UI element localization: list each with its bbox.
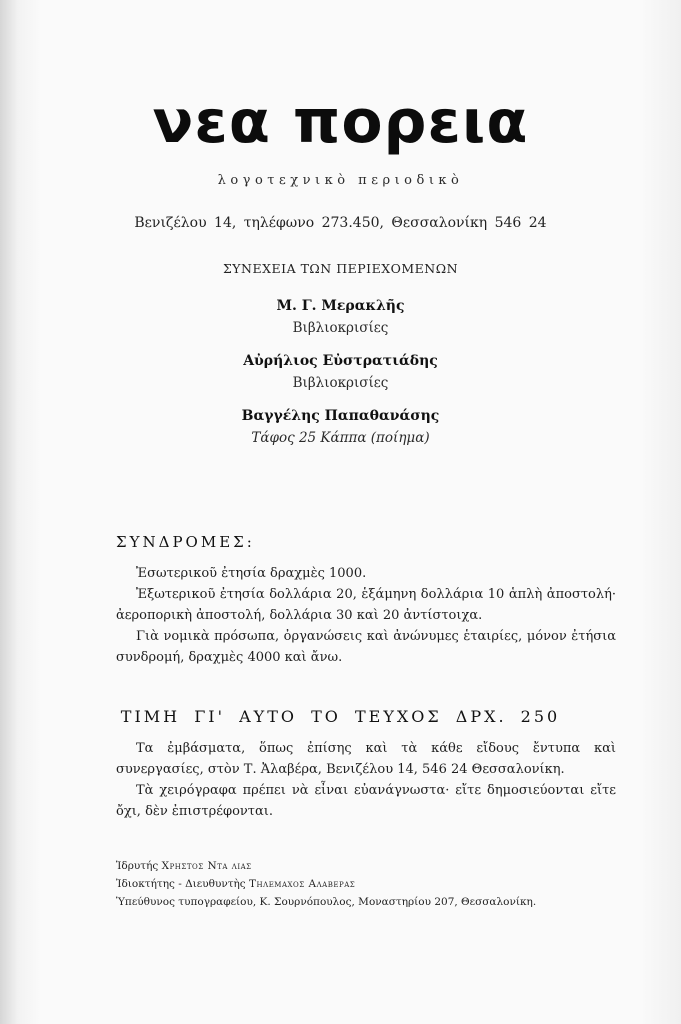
- subscription-paragraph: Ἐσωτερικοῦ ἐτησία δραχμὲς 1000.: [136, 566, 367, 581]
- founder-label: Ἱδρυτής: [116, 860, 159, 872]
- credits: [116, 857, 616, 911]
- subscription-paragraph: Γιὰ νομικὰ πρόσωπα, ὀργανώσεις καὶ ἀνώνυμες ἑταιρίες, μόνον ἐτήσια συνδρομή, δραχμὲς 4000 καὶ ἄνω.: [116, 629, 616, 665]
- entry-work: Βιβλιοκρισίες: [292, 320, 389, 336]
- masthead-address: Βενιζέλου 14, τηλέφωνο 273.450, Θεσσαλονίκη 546 24: [134, 215, 547, 231]
- contents-heading: ΣΥΝΕΧΕΙΑ ΤΩΝ ΠΕΡΙΕΧΟΜΕΝΩΝ: [222, 261, 459, 276]
- subscriptions-text: [116, 563, 616, 668]
- credit-owner: [116, 875, 616, 893]
- notes-text: [116, 738, 616, 822]
- entry-author: Βαγγέλης Παπαθανάσης: [241, 408, 440, 424]
- entry-author: Αὐρήλιος Εὐστρατιάδης: [243, 353, 438, 369]
- founder-name: Χρηστος Ντα λιας: [161, 860, 252, 872]
- subscription-paragraph: Ἐξωτερικοῦ ἐτησία δολλάρια 20, ἑξάμηνη δολλάρια 10 ἁπλὴ ἀποστολή· ἀεροπορικὴ ἀποστολή, δολλάρια 30 καὶ 20 ἀντίστοιχα.: [116, 587, 616, 623]
- contents-list: [0, 295, 681, 460]
- credit-printer: Ὑπεύθυνος τυπογραφείου, Κ. Σουρνόπουλος, Μοναστηρίου 207, Θεσσαλονίκη.: [116, 896, 537, 908]
- contents-entry: [0, 405, 681, 449]
- note-paragraph: Τὰ χειρόγραφα πρέπει νὰ εἶναι εὐανάγνωστα· εἴτε δημοσιεύονται εἴτε ὄχι, δὲν ἐπιστρέφονται.: [116, 783, 616, 819]
- masthead-title: νεα πορεια: [152, 87, 529, 157]
- subscriptions-heading: ΣΥΝΔΡΟΜΕΣ:: [116, 533, 255, 551]
- owner-name: Τηλεμαχος Αλαβερας: [249, 878, 356, 890]
- entry-work: Τάφος 25 Κάππα (ποίημα): [251, 430, 430, 446]
- note-paragraph: Τα ἐμβάσματα, ὅπως ἐπίσης καὶ τὰ κάθε εἴδους ἔντυπα καὶ συνεργασίες, στὸν Τ. Ἀλαβέρα, Βενιζέλου 14, 546 24 Θεσσαλονίκη.: [116, 741, 616, 777]
- credit-founder: [116, 857, 616, 875]
- contents-entry: [0, 295, 681, 339]
- contents-entry: [0, 350, 681, 394]
- entry-work: Βιβλιοκρισίες: [292, 375, 389, 391]
- issue-price: ΤΙΜΗ ΓΙ' ΑΥΤΟ ΤΟ ΤΕΥΧΟΣ ΔΡΧ. 250: [120, 707, 561, 726]
- entry-author: Μ. Γ. Μερακλῆς: [276, 298, 405, 314]
- owner-label: Ἰδιοκτήτης - Διευθυντὴς: [116, 878, 246, 890]
- masthead-subtitle: λογοτεχνικὸ περιοδικὸ: [217, 173, 464, 188]
